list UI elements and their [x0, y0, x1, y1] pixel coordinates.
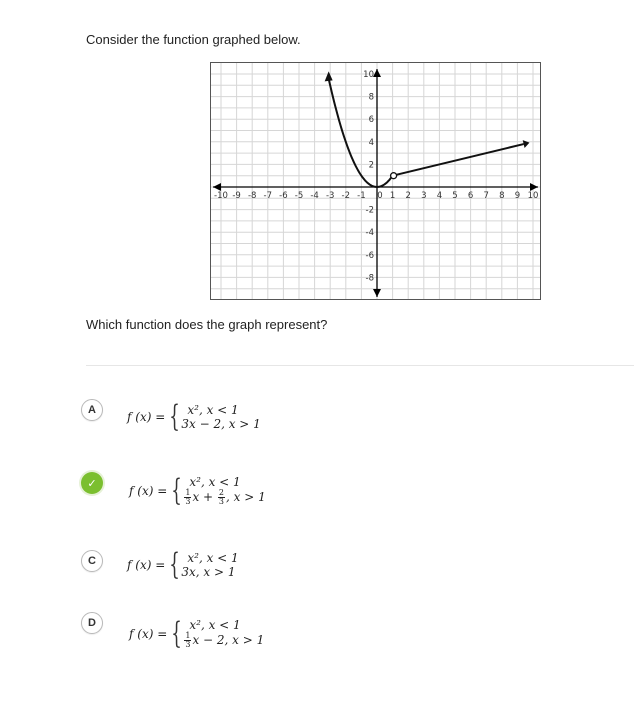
- choice-a-marker[interactable]: A: [81, 399, 103, 421]
- x-tick-label: 1: [389, 191, 396, 201]
- choice-d-fx: f (x) =: [129, 626, 168, 641]
- y-tick-label: 6: [368, 115, 374, 126]
- question-prompt: Consider the function graphed below.: [86, 32, 301, 47]
- choice-a-cases: [181, 403, 260, 431]
- divider: [86, 365, 634, 366]
- x-tick-label: 6: [467, 191, 474, 201]
- linear-piece: [393, 144, 524, 176]
- choice-b-case-1: x², x < 1: [189, 475, 241, 489]
- function-graph: [210, 62, 541, 300]
- choice-d-cases: [183, 618, 264, 649]
- choice-a-case-1: x², x < 1: [187, 403, 239, 417]
- question-text: Which function does the graph represent?: [86, 317, 328, 332]
- y-axis-arrow-up: [373, 69, 381, 77]
- choice-b-correct-check-icon[interactable]: ✓: [81, 472, 103, 494]
- x-tick-label: -3: [325, 191, 335, 201]
- y-tick-label: 2: [368, 160, 374, 171]
- open-endpoint-circle: [391, 173, 397, 179]
- parabola-piece: [329, 78, 393, 187]
- choice-a-fx: f (x) =: [127, 410, 166, 424]
- choice-c-cases: [181, 551, 238, 579]
- choice-b-fx: f (x) =: [129, 483, 168, 498]
- choice-b-brace: {: [171, 472, 183, 508]
- choice-a-formula[interactable]: [127, 399, 261, 434]
- x-tick-label: 4: [436, 191, 443, 201]
- x-tick-label: -7: [263, 191, 273, 201]
- choice-a-brace: {: [169, 399, 181, 434]
- x-tick-label: -4: [310, 191, 319, 201]
- x-tick-label: 7: [483, 191, 489, 201]
- y-tick-label: 8: [368, 92, 374, 103]
- choice-b-cases: [183, 475, 265, 506]
- x-tick-label: -8: [247, 191, 257, 201]
- choice-d-case-1: x², x < 1: [189, 618, 241, 632]
- y-axis-arrow-down: [373, 289, 381, 297]
- choice-c-brace: {: [169, 547, 181, 582]
- fraction: $\frac{2}{3}$: [218, 488, 225, 506]
- choice-d-formula[interactable]: [129, 615, 265, 651]
- choice-c-case-2: 3x, x > 1: [181, 565, 236, 579]
- x-tick-label: 5: [452, 191, 458, 201]
- choice-c-case-1: x², x < 1: [187, 551, 239, 565]
- parabola-arrow: [325, 71, 333, 81]
- x-tick-label: 2: [405, 191, 411, 201]
- choice-c-fx: f (x) =: [127, 558, 166, 572]
- choice-d-brace: {: [171, 615, 183, 651]
- x-tick-label: -6: [279, 191, 288, 201]
- y-tick-label: -2: [365, 205, 374, 216]
- graph-canvas: [211, 63, 540, 299]
- choice-d-marker[interactable]: D: [81, 612, 103, 634]
- x-tick-label: -1: [357, 191, 366, 201]
- y-tick-label: -8: [365, 273, 374, 284]
- y-tick-label: 10: [363, 70, 374, 80]
- y-tick-label: -6: [365, 250, 374, 261]
- x-axis-arrow-left: [213, 183, 221, 191]
- x-tick-label: 10: [527, 191, 539, 201]
- choice-d-case-2: $\frac{1}{3}$ x − 2, x > 1: [185, 631, 265, 649]
- choice-b-case-2: $\frac{1}{3}$ x + $\frac{2}{3}$ , x > 1: [185, 488, 266, 506]
- x-tick-label: -9: [232, 191, 241, 201]
- choice-c-marker[interactable]: C: [81, 550, 103, 572]
- x-tick-label: 9: [514, 191, 521, 201]
- x-tick-label: -10: [214, 191, 228, 201]
- x-tick-label: -5: [294, 191, 304, 201]
- choice-a-case-2: 3x − 2, x > 1: [181, 417, 261, 431]
- x-tick-label: -2: [341, 191, 351, 201]
- choice-c-formula[interactable]: [127, 547, 239, 582]
- fraction: $\frac{1}{3}$: [185, 631, 191, 649]
- y-tick-label: -4: [365, 228, 374, 239]
- y-tick-label: 4: [368, 137, 374, 148]
- x-tick-label: 8: [499, 191, 505, 201]
- x-axis-arrow-right: [530, 183, 538, 191]
- x-tick-label: 0: [377, 191, 383, 201]
- x-tick-label: 3: [421, 191, 427, 201]
- fraction: $\frac{1}{3}$: [185, 488, 191, 506]
- choice-b-formula[interactable]: [129, 472, 266, 508]
